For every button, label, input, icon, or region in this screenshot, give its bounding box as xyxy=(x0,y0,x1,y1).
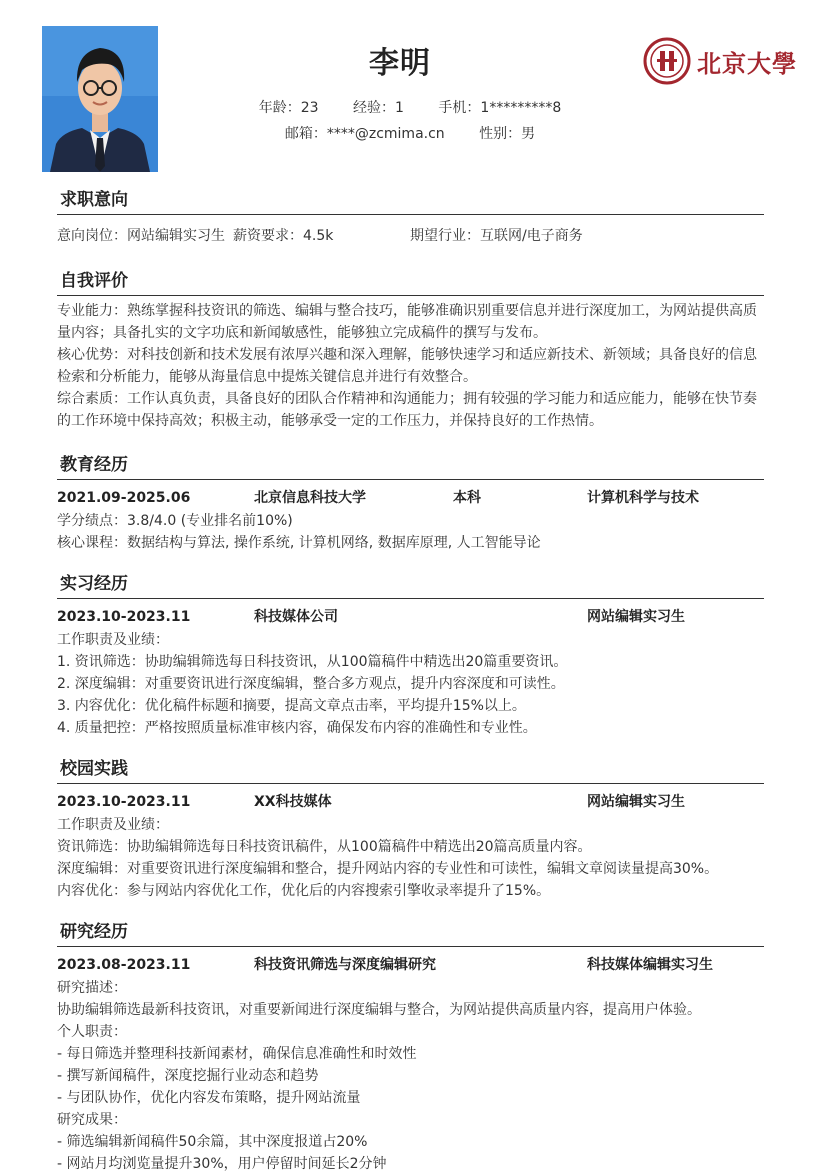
internship-period: 2023.10-2023.11 xyxy=(57,609,191,625)
campus-line: 资讯筛选：协助编辑筛选每日科技资讯稿件，从100篇稿件中精选出20篇高质量内容。 xyxy=(57,839,592,855)
research-line: 研究成果： xyxy=(57,1112,127,1128)
education-detail: 核心课程：数据结构与算法, 操作系统, 计算机网络, 数据库原理, 人工智能导论 xyxy=(57,535,541,551)
phone-field xyxy=(438,100,561,116)
gender-value: 男 xyxy=(521,126,536,142)
research-period: 2023.08-2023.11 xyxy=(57,957,191,973)
age-label: 年龄： xyxy=(258,100,301,116)
campus-practice-section xyxy=(57,755,764,902)
self-evaluation-paragraph: 核心优势：对科技创新和技术发展有浓厚兴趣和深入理解，能够快速学习和适应新技术、新领域；具备良好的信息检索和分析能力，能够从海量信息中提炼关键信息并进行有效整合。 xyxy=(57,347,757,385)
age-field xyxy=(259,100,319,116)
campus-org: XX科技媒体 xyxy=(254,794,332,810)
campus-line: 深度编辑：对重要资讯进行深度编辑和整合，提升网站内容的专业性和可读性，编辑文章阅读量提高30%。 xyxy=(57,861,719,877)
section-title: 教育经历 xyxy=(57,451,764,480)
self-evaluation-body xyxy=(57,300,764,432)
intent-row xyxy=(57,225,764,247)
education-degree: 本科 xyxy=(453,490,481,506)
gender-field xyxy=(479,126,535,142)
university-logo-text: 北京大學 xyxy=(697,49,797,78)
experience-label: 经验： xyxy=(353,100,396,116)
campus-period: 2023.10-2023.11 xyxy=(57,794,191,810)
email-value: ****@zcmima.cn xyxy=(326,126,445,142)
research-role: 科技媒体编辑实习生 xyxy=(587,957,713,973)
intent-position: 意向岗位：网站编辑实习生 xyxy=(57,228,225,244)
research-line: - 每日筛选并整理科技新闻素材，确保信息准确性和时效性 xyxy=(57,1046,417,1062)
campus-role: 网站编辑实习生 xyxy=(587,794,685,810)
phone-label: 手机： xyxy=(438,100,481,116)
intent-salary: 薪资要求：4.5k xyxy=(233,228,334,244)
campus-entry-header xyxy=(57,790,764,814)
education-school: 北京信息科技大学 xyxy=(254,490,366,506)
internship-line: 2. 深度编辑：对重要资讯进行深度编辑，整合多方观点，提升内容深度和可读性。 xyxy=(57,676,565,692)
education-section xyxy=(57,451,764,554)
section-title: 研究经历 xyxy=(57,918,764,947)
education-detail: 学分绩点：3.8/4.0 (专业排名前10%) xyxy=(57,513,293,529)
university-seal-icon xyxy=(643,37,691,85)
gender-label: 性别： xyxy=(479,126,522,142)
email-label: 邮箱： xyxy=(284,126,327,142)
internship-line: 4. 质量把控：严格按照质量标准审核内容，确保发布内容的准确性和专业性。 xyxy=(57,720,537,736)
research-line: - 筛选编辑新闻稿件50余篇，其中深度报道占20% xyxy=(57,1134,368,1150)
self-evaluation-paragraph: 专业能力：熟练掌握科技资讯的筛选、编辑与整合技巧，能够准确识别重要信息并进行深度加工，为网站提供高质量内容；具备扎实的文字功底和新闻敏感性，能够独立完成稿件的撰写与发布。 xyxy=(57,303,757,341)
research-line: 协助编辑筛选最新科技资讯，对重要新闻进行深度编辑与整合，为网站提供高质量内容，提高用户体验。 xyxy=(57,1002,701,1018)
intent-industry: 期望行业：互联网/电子商务 xyxy=(410,228,583,244)
internship-entry-header xyxy=(57,605,764,629)
research-line: - 网站月均浏览量提升30%，用户停留时间延长2分钟 xyxy=(57,1156,387,1172)
internship-role: 网站编辑实习生 xyxy=(587,609,685,625)
self-evaluation-section xyxy=(57,267,764,432)
university-logo xyxy=(643,37,803,83)
phone-value: 1*********8 xyxy=(480,100,562,116)
education-entry-header xyxy=(57,486,764,510)
age-value: 23 xyxy=(300,100,319,116)
research-line: - 撰写新闻稿件，深度挖掘行业动态和趋势 xyxy=(57,1068,319,1084)
research-project: 科技资讯筛选与深度编辑研究 xyxy=(254,957,436,973)
internship-company: 科技媒体公司 xyxy=(254,609,338,625)
basic-info-row-2 xyxy=(180,123,640,143)
research-line: 个人职责： xyxy=(57,1024,127,1040)
basic-info-row-1 xyxy=(180,97,640,117)
campus-line: 工作职责及业绩： xyxy=(57,817,169,833)
section-title: 自我评价 xyxy=(57,267,764,296)
internship-line: 3. 内容优化：优化稿件标题和摘要，提高文章点击率，平均提升15%以上。 xyxy=(57,698,526,714)
campus-line: 内容优化：参与网站内容优化工作，优化后的内容搜索引擎收录率提升了15%。 xyxy=(57,883,551,899)
email-field xyxy=(285,126,445,142)
research-line: - 与团队协作，优化内容发布策略，提升网站流量 xyxy=(57,1090,361,1106)
candidate-name: 李明 xyxy=(369,46,431,81)
experience-field xyxy=(353,100,404,116)
internship-section xyxy=(57,570,764,739)
internship-line: 工作职责及业绩： xyxy=(57,632,169,648)
education-period: 2021.09-2025.06 xyxy=(57,490,191,506)
job-intent-section xyxy=(57,186,764,247)
experience-value: 1 xyxy=(395,100,404,116)
education-major: 计算机科学与技术 xyxy=(587,490,699,506)
research-entry-header xyxy=(57,953,764,977)
section-title: 校园实践 xyxy=(57,755,764,784)
research-line: 研究描述： xyxy=(57,980,127,996)
research-section xyxy=(57,918,764,1175)
section-title: 求职意向 xyxy=(57,186,764,215)
section-title: 实习经历 xyxy=(57,570,764,599)
self-evaluation-paragraph: 综合素质：工作认真负责，具备良好的团队合作精神和沟通能力；拥有较强的学习能力和适应能力，能够在快节奏的工作环境中保持高效；积极主动，能够承受一定的工作压力，并保持良好的工作热情。 xyxy=(57,391,757,429)
internship-line: 1. 资讯筛选：协助编辑筛选每日科技资讯，从100篇稿件中精选出20篇重要资讯。 xyxy=(57,654,568,670)
